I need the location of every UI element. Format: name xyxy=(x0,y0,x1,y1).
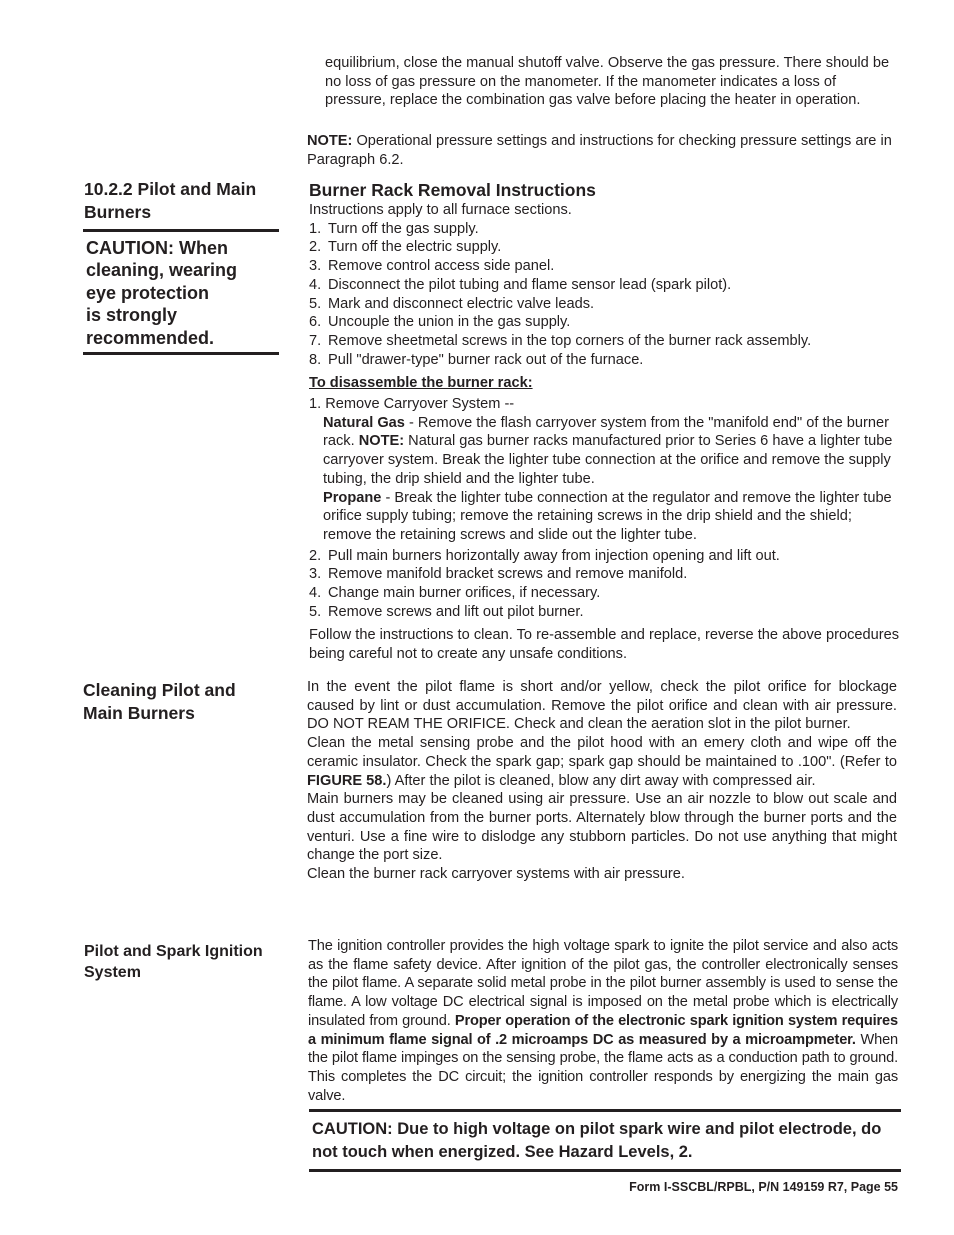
propane-instructions: Propane - Break the lighter tube connection at the regulator and remove the lighter tube orifice supply tubing; remove the retaining screws in the drip shield and the shield; remove the retaining screws and slide out the lighter tube. xyxy=(323,489,892,543)
list-item: 3. Remove control access side panel. xyxy=(309,258,555,275)
page-footer: Form I-SSCBL/RPBL, P/N 149159 R7, Page 55 xyxy=(629,1180,898,1194)
reassemble-note: Follow the instructions to clean. To re-assemble and replace, reverse the above procedures being careful not to create any unsafe conditions. xyxy=(309,627,899,663)
list-item: 2. Pull main burners horizontally away from injection opening and lift out. xyxy=(309,547,780,564)
removal-steps xyxy=(309,220,899,370)
ignition-body: The ignition controller provides the high voltage spark to ignite the pilot service and also acts as the flame safety device. After ignition of the pilot gas, the controller electronically senses the pilot flame. A separate solid metal probe in the pilot burner assembly is used to sense the flame. A low voltage DC electrical signal is imposed on the metal probe which is electrically insulated from ground. Proper operation of the electronic spark ignition system requires a minimum flame signal of .2 microamps DC as measured by a microampmeter. When the pilot flame impinges on the sensing probe, the flame acts as a conduction path to ground. This completes the DC circuit; the ignition controller responds by energizing the main gas valve. xyxy=(308,938,898,1104)
caution-line: is strongly xyxy=(86,305,178,326)
removal-subtitle: Instructions apply to all furnace sections. xyxy=(309,202,572,218)
list-item: 5. Remove screws and lift out pilot burner. xyxy=(309,603,584,620)
cleaning-para-2: Clean the metal sensing probe and the pilot hood with an emery cloth and wipe off the ceramic insulator. Check the spark gap; spark gap should be maintained to .100". (Refer to FIGURE 58.) After the pilot is cleaned, blow any dirt away with compressed air. xyxy=(307,735,897,789)
removal-heading: Burner Rack Removal Instructions xyxy=(309,180,596,200)
intro-continued-text: equilibrium, close the manual shutoff valve. Observe the gas pressure. There should be no loss of gas pressure on the manometer. If the manometer indicates a loss of pressure, replace the combination gas valve before placing the heater in operation. xyxy=(325,55,890,109)
burner-rack-removal xyxy=(309,179,899,369)
list-item: 6. Uncouple the union in the gas supply. xyxy=(309,314,571,331)
caution-line: recommended. xyxy=(86,327,215,348)
list-item: 4. Change main burner orifices, if necessary. xyxy=(309,585,601,602)
caution-eye-protection xyxy=(83,229,279,355)
cleaning-para-4: Clean the burner rack carryover systems with air pressure. xyxy=(307,866,685,883)
disassemble-step1: 1. Remove Carryover System -- xyxy=(309,396,515,412)
list-item: 3. Remove manifold bracket screws and remove manifold. xyxy=(309,566,688,583)
disassemble-steps xyxy=(309,547,899,622)
list-item: 7. Remove sheetmetal screws in the top corners of the burner rack assembly. xyxy=(309,332,812,349)
cleaning-body xyxy=(307,678,897,884)
caution-line: eye protection xyxy=(86,282,210,303)
cleaning-para-3: Main burners may be cleaned using air pressure. Use an air nozzle to blow out scale and dust accumulation from the burner ports. Alternately blow through the burner ports and the venturi. Use a fine wire to dislodge any stubborn particles. Do not use anything that might change the port size. xyxy=(307,791,897,864)
side-heading-cleaning: Cleaning Pilot and Main Burners xyxy=(83,680,236,723)
intro-note xyxy=(307,132,897,169)
caution-line: cleaning, wearing xyxy=(86,260,238,281)
natural-gas-instructions: Natural Gas - Remove the flash carryover system from the "manifold end" of the burner rack. NOTE: Natural gas burner racks manufactured prior to Series 6 have a lighter tube carryover system. Break the lighter tube connection at the orifice and remove the supply tubing, the drip shield and the lighter tube. Propane - Break the lighter tube connection at the regulator and remove the lighter tube orifice supply tubing; remove the retaining screws in the drip shield and the shield; remove the retaining screws and slide out the lighter tube. xyxy=(309,414,899,545)
list-item: 2. Turn off the electric supply. xyxy=(309,239,502,256)
side-heading-ignition: Pilot and Spark Ignition System xyxy=(84,943,263,981)
disassemble-heading: To disassemble the burner rack: xyxy=(309,375,533,391)
note-label: NOTE: xyxy=(307,133,353,149)
list-item: 4. Disconnect the pilot tubing and flame sensor lead (spark pilot). xyxy=(309,276,732,293)
note-text: Operational pressure settings and instructions for checking pressure settings are in Paragraph 6.2. xyxy=(307,133,892,168)
cleaning-para-1: In the event the pilot flame is short and/or yellow, check the pilot orifice for blockage caused by lint or dust accumulation. Remove the pilot orifice and clean with air pressure. DO NOT REAM THE ORIFICE. Check and clean the aeration slot in the pilot burner. xyxy=(307,679,897,733)
caution-line: CAUTION: When xyxy=(86,238,228,258)
side-heading-pilot-main-burners: 10.2.2 Pilot and Main Burners xyxy=(84,179,257,222)
caution-high-voltage: CAUTION: Due to high voltage on pilot spark wire and pilot electrode, do not touch when energized. See Hazard Levels, 2. xyxy=(309,1109,901,1172)
list-item: 8. Pull "drawer-type" burner rack out of the furnace. xyxy=(309,351,644,368)
disassemble-section xyxy=(309,373,899,664)
list-item: 5. Mark and disconnect electric valve leads. xyxy=(309,295,595,312)
list-item: 1. Turn off the gas supply. xyxy=(309,220,479,237)
